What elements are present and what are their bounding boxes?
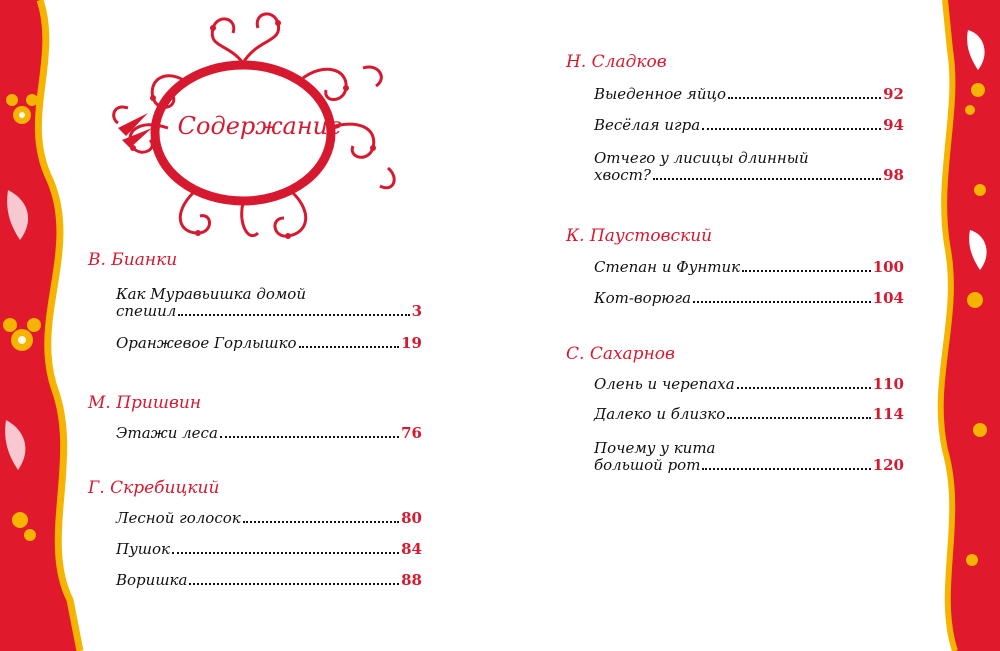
page-number: 100 xyxy=(872,258,904,276)
toc-entry[interactable] xyxy=(594,86,904,103)
dot-leader xyxy=(178,314,409,316)
dot-leader xyxy=(189,583,399,585)
entry-title: Лесной голосок xyxy=(116,509,241,527)
author-bianki: В. Бианки xyxy=(88,250,178,270)
toc-entry[interactable] xyxy=(116,425,422,442)
entry-title-line: Почему у кита xyxy=(594,439,716,457)
toc-entry[interactable] xyxy=(116,510,422,527)
page-number: 19 xyxy=(401,334,422,352)
left-ornamental-border xyxy=(0,0,90,651)
dot-leader xyxy=(693,301,871,303)
dot-leader xyxy=(172,552,399,554)
page-number: 110 xyxy=(872,375,904,393)
page-number: 114 xyxy=(872,405,904,423)
entry-title-line: Как Муравьишка домой xyxy=(116,285,306,303)
page-number: 3 xyxy=(411,302,422,320)
page-number: 80 xyxy=(401,509,422,527)
dot-leader xyxy=(220,436,399,438)
page-number: 92 xyxy=(883,85,904,103)
author-prishvin: М. Пришвин xyxy=(88,393,202,413)
dot-leader xyxy=(702,128,881,130)
entry-title: Далеко и близко xyxy=(594,405,726,423)
toc-entry[interactable] xyxy=(594,376,904,393)
page-number: 94 xyxy=(883,116,904,134)
toc-entry[interactable] xyxy=(116,335,422,352)
right-ornamental-border xyxy=(930,0,1000,651)
entry-title-line: хвост? xyxy=(594,166,651,184)
dot-leader xyxy=(727,417,870,419)
toc-entry[interactable] xyxy=(116,572,422,589)
entry-title-line: большой рот xyxy=(594,456,701,474)
dot-leader xyxy=(737,387,871,389)
entry-title: Олень и черепаха xyxy=(594,375,735,393)
dot-leader xyxy=(728,97,881,99)
toc-entry[interactable] xyxy=(594,406,904,423)
entry-title: Степан и Фунтик xyxy=(594,258,741,276)
dot-leader xyxy=(702,468,870,470)
author-sakharnov: С. Сахарнов xyxy=(566,344,675,364)
toc-entry[interactable] xyxy=(116,541,422,558)
toc-entry[interactable] xyxy=(594,117,904,134)
dot-leader xyxy=(243,521,399,523)
page-number: 120 xyxy=(872,456,904,474)
dot-leader xyxy=(742,270,871,272)
entry-title: Пушок xyxy=(116,540,170,558)
dot-leader xyxy=(653,178,881,180)
dot-leader xyxy=(299,346,400,348)
entry-title: Кот-ворюга xyxy=(594,289,692,307)
author-skrebitsky: Г. Скребицкий xyxy=(88,478,220,498)
page-number: 84 xyxy=(401,540,422,558)
entry-title-line: спешил xyxy=(116,302,177,320)
toc-entry[interactable] xyxy=(594,440,904,474)
author-sladkov: Н. Сладков xyxy=(566,52,667,72)
entry-title: Этажи леса xyxy=(116,424,218,442)
page-number: 88 xyxy=(401,571,422,589)
entry-title: Воришка xyxy=(116,571,188,589)
entry-title: Оранжевое Горлышко xyxy=(116,334,297,352)
toc-entry[interactable] xyxy=(116,286,422,320)
entry-title: Весёлая игра xyxy=(594,116,701,134)
entry-title-line: Отчего у лисицы длинный xyxy=(594,149,809,167)
toc-entry[interactable] xyxy=(594,290,904,307)
entry-title: Выеденное яйцо xyxy=(594,85,727,103)
toc-entry[interactable] xyxy=(594,259,904,276)
author-paustovsky: К. Паустовский xyxy=(566,226,713,246)
page-title: Содержание xyxy=(177,112,343,140)
toc-entry[interactable] xyxy=(594,150,904,184)
page-number: 104 xyxy=(872,289,904,307)
page-number: 76 xyxy=(401,424,422,442)
page-number: 98 xyxy=(883,166,904,184)
